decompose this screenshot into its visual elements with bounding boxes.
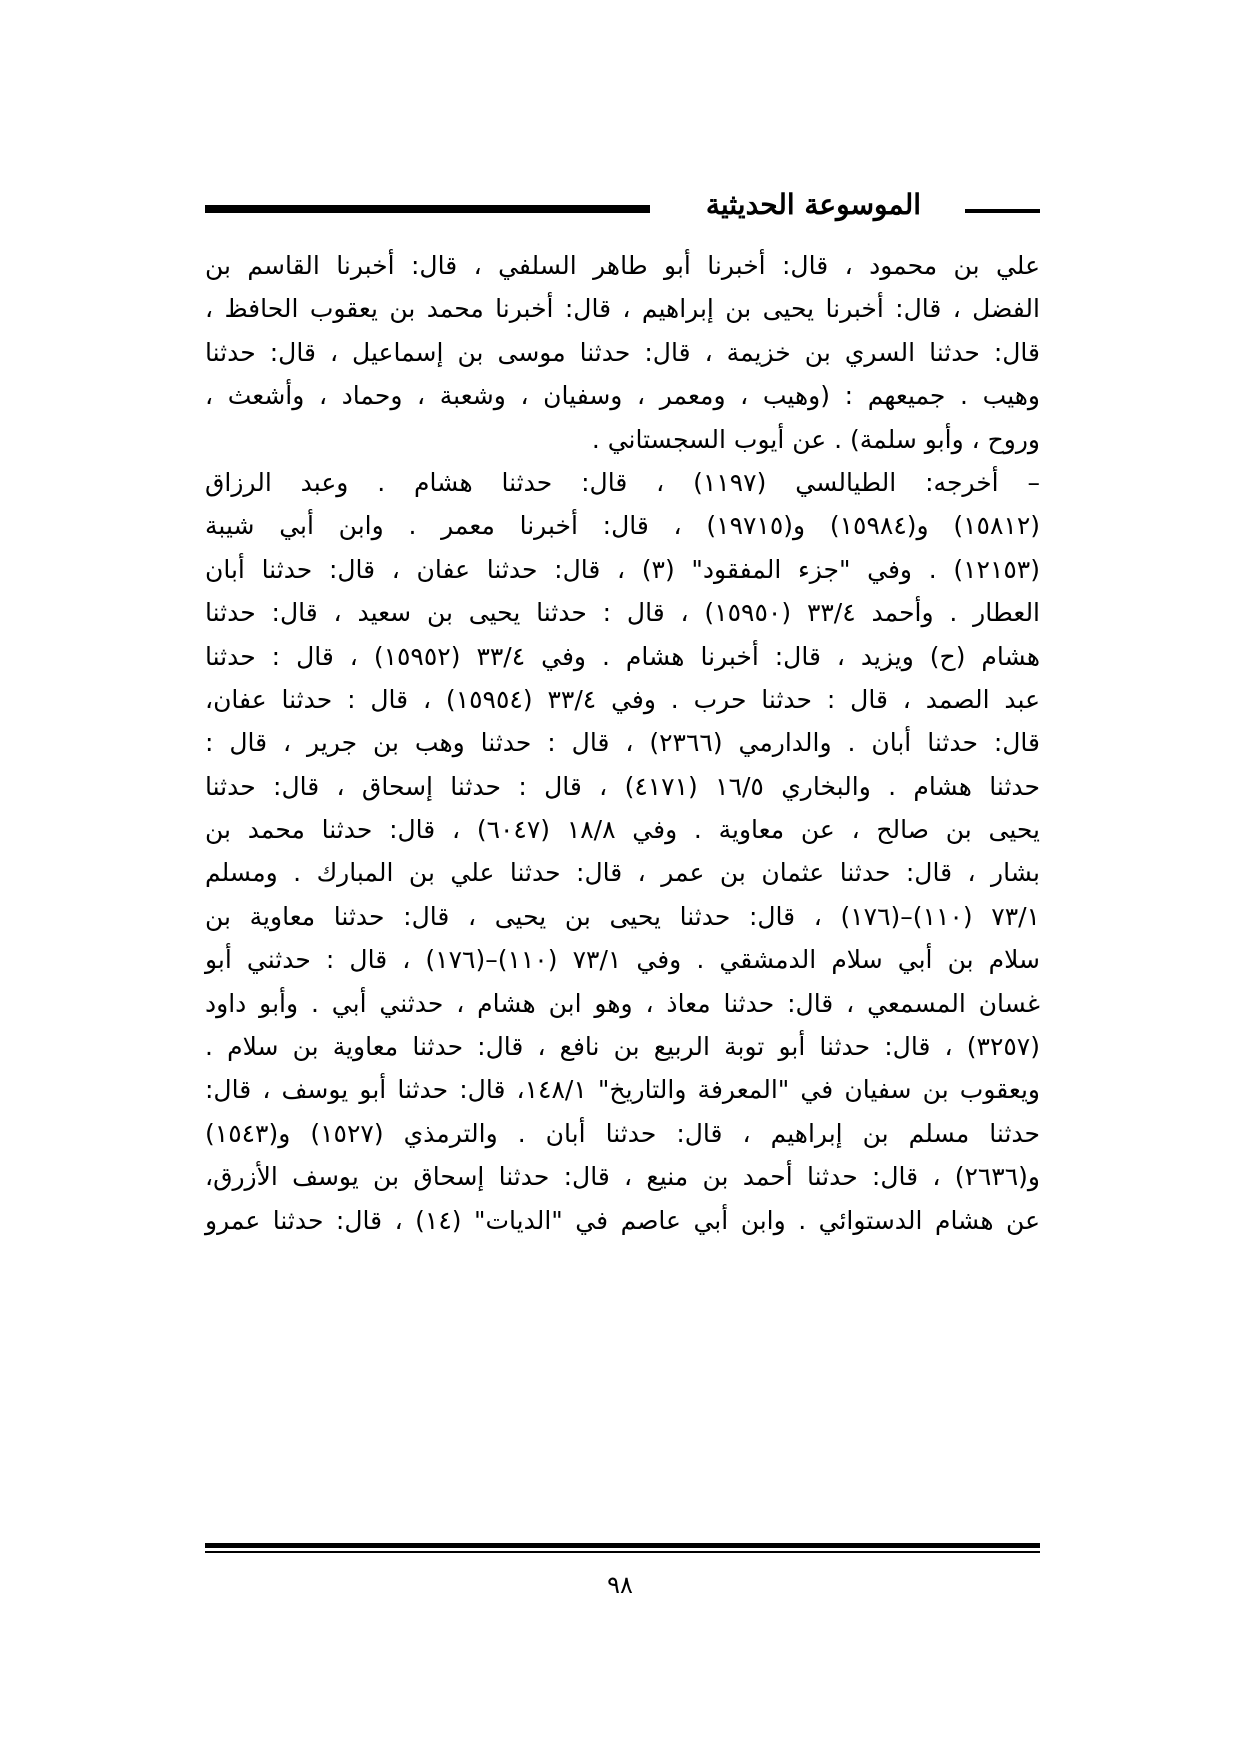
text-line: وروح ، وأبو سلمة) . عن أيوب السجستاني . bbox=[591, 424, 1040, 454]
footer-rule-thin bbox=[205, 1551, 1040, 1553]
text-line: غسان المسمعي ، قال: حدثنا معاذ ، وهو ابن هشام ، حدثني أبي . وأبو داود bbox=[205, 988, 1040, 1018]
text-line: ٧٣/١ (١١٠)–(١٧٦) ، قال: حدثنا يحيى بن يحيى ، قال: حدثنا معاوية بن bbox=[205, 901, 1040, 931]
page-header bbox=[205, 188, 1040, 232]
text-line: العطار . وأحمد ٣٣/٤ (١٥٩٥٠) ، قال : حدثنا يحيى بن سعيد ، قال: حدثنا bbox=[205, 598, 1041, 628]
page-number: ٩٨ bbox=[607, 1571, 633, 1599]
text-line: علي بن محمود ، قال: أخبرنا أبو طاهر السلفي ، قال: أخبرنا القاسم بن bbox=[205, 251, 1040, 280]
text-line: عبد الصمد ، قال : حدثنا حرب . وفي ٣٣/٤ (١٥٩٥٤) ، قال : حدثنا عفان، bbox=[205, 684, 1041, 714]
text-line: ويعقوب بن سفيان في "المعرفة والتاريخ" ١٤٨/١، قال: حدثنا أبو يوسف ، قال: bbox=[205, 1075, 1040, 1105]
footer-rule bbox=[205, 1543, 1040, 1553]
text-line: الفضل ، قال: أخبرنا يحيى بن إبراهيم ، قال: أخبرنا محمد بن يعقوب الحافظ ، bbox=[205, 294, 1040, 324]
text-line: (١٢١٥٣) . وفي "جزء المفقود" (٣) ، قال: حدثنا عفان ، قال: حدثنا أبان bbox=[205, 554, 1040, 584]
text-line: – أخرجه: الطيالسي (١١٩٧) ، قال: حدثنا هشام . وعبد الرزاق bbox=[205, 467, 1040, 497]
text-line: حدثنا مسلم بن إبراهيم ، قال: حدثنا أبان . والترمذي (١٥٢٧) و(١٥٤٣) bbox=[205, 1118, 1041, 1148]
text-line: سلام بن أبي سلام الدمشقي . وفي ٧٣/١ (١١٠)–(١٧٦) ، قال : حدثني أبو bbox=[205, 945, 1040, 975]
text-line: و(٢٦٣٦) ، قال: حدثنا أحمد بن منيع ، قال: حدثنا إسحاق بن يوسف الأزرق، bbox=[205, 1162, 1040, 1192]
text-line: قال: حدثنا السري بن خزيمة ، قال: حدثنا موسى بن إسماعيل ، قال: حدثنا bbox=[205, 337, 1040, 367]
text-line: (٣٢٥٧) ، قال: حدثنا أبو توبة الربيع بن نافع ، قال: حدثنا معاوية بن سلام . bbox=[205, 1032, 1040, 1062]
text-line: (١٥٨١٢) و(١٥٩٨٤) و(١٩٧١٥) ، قال: أخبرنا معمر . وابن أبي شيبة bbox=[205, 511, 1041, 541]
book-title: الموسوعة الحديثية bbox=[692, 188, 935, 222]
text-line: عن هشام الدستوائي . وابن أبي عاصم في "الديات" (١٤) ، قال: حدثنا عمرو bbox=[205, 1205, 1040, 1235]
text-line: هشام (ح) ويزيد ، قال: أخبرنا هشام . وفي ٣٣/٤ (١٥٩٥٢) ، قال : حدثنا bbox=[205, 641, 1041, 671]
text-line: قال: حدثنا أبان . والدارمي (٢٣٦٦) ، قال : حدثنا وهب بن جرير ، قال : bbox=[205, 728, 1040, 758]
header-rule-double bbox=[205, 205, 650, 213]
header-rule-short bbox=[965, 209, 1040, 213]
text-line: يحيى بن صالح ، عن معاوية . وفي ١٨/٨ (٦٠٤٧) ، قال: حدثنا محمد بن bbox=[205, 815, 1041, 845]
text-line: حدثنا هشام . والبخاري ١٦/٥ (٤١٧١) ، قال : حدثنا إسحاق ، قال: حدثنا bbox=[205, 771, 1040, 801]
text-line: بشار ، قال: حدثنا عثمان بن عمر ، قال: حدثنا علي بن المبارك . ومسلم bbox=[205, 858, 1040, 888]
text-line: وهيب . جميعهم : (وهيب ، ومعمر ، وسفيان ، وشعبة ، وحماد ، وأشعث ، bbox=[205, 381, 1040, 411]
footer-rule-thick bbox=[205, 1543, 1040, 1548]
body-text bbox=[205, 244, 1040, 1242]
